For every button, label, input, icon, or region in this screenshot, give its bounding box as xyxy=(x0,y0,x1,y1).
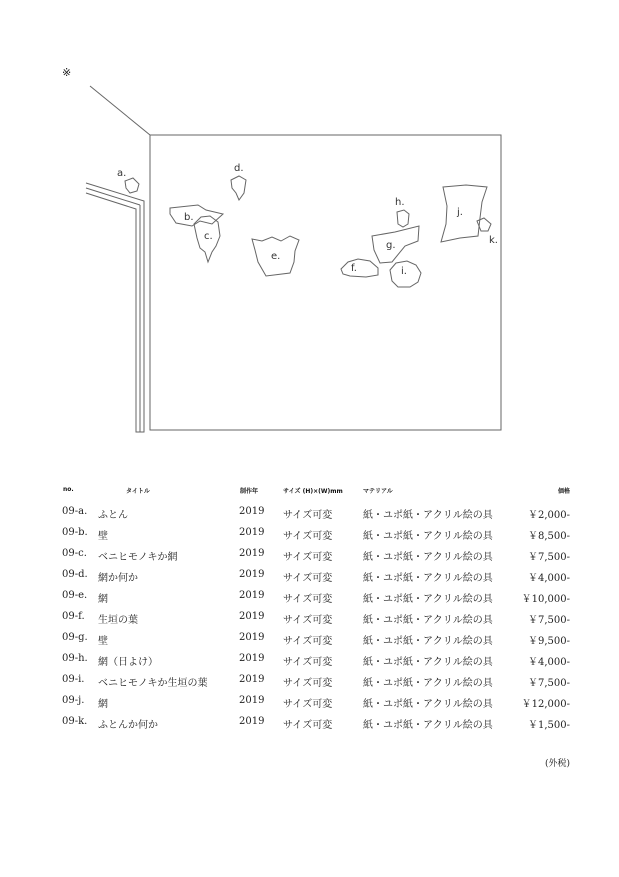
cell-year: 2019 xyxy=(239,590,265,601)
table-row xyxy=(0,611,619,631)
cell-material: 紙・ユポ紙・アクリル絵の具 xyxy=(363,678,493,689)
cell-price: ￥7,500- xyxy=(527,615,570,626)
cell-size: サイズ可変 xyxy=(283,699,333,710)
ceiling-edge xyxy=(90,86,150,135)
header-no: no. xyxy=(63,486,74,493)
cell-material: 紙・ユポ紙・アクリル絵の具 xyxy=(363,552,493,563)
cell-material: 紙・ユポ紙・アクリル絵の具 xyxy=(363,531,493,542)
piece-label-f: f. xyxy=(351,263,357,274)
piece-j xyxy=(441,185,487,242)
header-price: 価格 xyxy=(557,488,570,495)
cell-price: ￥7,500- xyxy=(527,552,570,563)
cell-price: ￥9,500- xyxy=(527,636,570,647)
doorway xyxy=(86,183,144,432)
cell-material: 紙・ユポ紙・アクリル絵の具 xyxy=(363,636,493,647)
cell-size: サイズ可変 xyxy=(283,720,333,731)
wall-outline xyxy=(150,135,501,430)
tax-note: (外税) xyxy=(544,759,570,769)
piece-b xyxy=(170,205,223,226)
cell-no: 09-c. xyxy=(62,548,87,559)
cell-title: ふとんか何か xyxy=(98,720,158,731)
cell-year: 2019 xyxy=(239,548,265,559)
cell-no: 09-a. xyxy=(62,506,88,517)
table-row xyxy=(0,653,619,673)
piece-label-b: b. xyxy=(184,212,194,223)
piece-label-e: e. xyxy=(271,251,281,262)
cell-title: ふとん xyxy=(98,510,128,521)
cell-year: 2019 xyxy=(239,527,265,538)
cell-title: 網 xyxy=(98,699,108,710)
piece-label-j: j. xyxy=(457,207,463,218)
cell-size: サイズ可変 xyxy=(283,657,333,668)
piece-f xyxy=(341,259,378,277)
cell-year: 2019 xyxy=(239,506,265,517)
cell-size: サイズ可変 xyxy=(283,615,333,626)
cell-no: 09-g. xyxy=(62,632,88,643)
piece-d xyxy=(231,176,246,200)
cell-no: 09-j. xyxy=(62,695,85,706)
cell-year: 2019 xyxy=(239,653,265,664)
cell-no: 09-e. xyxy=(62,590,88,601)
cell-no: 09-k. xyxy=(62,716,88,727)
cell-size: サイズ可変 xyxy=(283,531,333,542)
table-row xyxy=(0,527,619,547)
piece-h xyxy=(397,210,409,227)
cell-size: サイズ可変 xyxy=(283,678,333,689)
cell-year: 2019 xyxy=(239,632,265,643)
cell-price: ￥4,000- xyxy=(527,657,570,668)
cell-price: ￥8,500- xyxy=(527,531,570,542)
cell-material: 紙・ユポ紙・アクリル絵の具 xyxy=(363,657,493,668)
cell-year: 2019 xyxy=(239,611,265,622)
cell-title: 網 xyxy=(98,594,108,605)
table-row xyxy=(0,569,619,589)
cell-no: 09-f. xyxy=(62,611,85,622)
cell-no: 09-i. xyxy=(62,674,85,685)
table-row xyxy=(0,590,619,610)
cell-year: 2019 xyxy=(239,674,265,685)
cell-material: 紙・ユポ紙・アクリル絵の具 xyxy=(363,573,493,584)
table-row xyxy=(0,632,619,652)
cell-price: ￥10,000- xyxy=(521,594,570,605)
cell-no: 09-d. xyxy=(62,569,88,580)
cell-material: 紙・ユポ紙・アクリル絵の具 xyxy=(363,699,493,710)
table-row xyxy=(0,674,619,694)
cell-title: 網（日よけ） xyxy=(98,657,158,668)
cell-title: ベニヒモノキか生垣の葉 xyxy=(98,678,208,689)
cell-year: 2019 xyxy=(239,569,265,580)
table-row xyxy=(0,506,619,526)
cell-title: 生垣の葉 xyxy=(98,615,138,626)
cell-title: ベニヒモノキか網 xyxy=(98,552,178,563)
piece-a xyxy=(125,178,139,193)
cell-material: 紙・ユポ紙・アクリル絵の具 xyxy=(363,594,493,605)
cell-no: 09-b. xyxy=(62,527,88,538)
cell-title: 壁 xyxy=(98,531,108,542)
cell-size: サイズ可変 xyxy=(283,552,333,563)
cell-material: 紙・ユポ紙・アクリル絵の具 xyxy=(363,510,493,521)
table-row xyxy=(0,695,619,715)
table-row xyxy=(0,716,619,736)
cell-size: サイズ可変 xyxy=(283,636,333,647)
cell-price: ￥2,000- xyxy=(527,510,570,521)
note-mark: ※ xyxy=(62,66,72,79)
cell-size: サイズ可変 xyxy=(283,573,333,584)
cell-year: 2019 xyxy=(239,695,265,706)
cell-material: 紙・ユポ紙・アクリル絵の具 xyxy=(363,720,493,731)
cell-price: ￥4,000- xyxy=(527,573,570,584)
cell-price: ￥7,500- xyxy=(527,678,570,689)
header-size: サイズ (H)×(W)mm xyxy=(283,488,343,495)
piece-label-h: h. xyxy=(395,197,405,208)
cell-price: ￥1,500- xyxy=(527,720,570,731)
cell-size: サイズ可変 xyxy=(283,594,333,605)
cell-year: 2019 xyxy=(239,716,265,727)
piece-label-i: i. xyxy=(401,266,407,277)
piece-label-d: d. xyxy=(234,163,244,174)
piece-label-k: k. xyxy=(489,235,498,246)
cell-title: 網か何か xyxy=(98,573,138,584)
table-row xyxy=(0,548,619,568)
cell-size: サイズ可変 xyxy=(283,510,333,521)
header-year: 制作年 xyxy=(240,488,259,495)
piece-label-g: g. xyxy=(386,240,396,251)
cell-no: 09-h. xyxy=(62,653,88,664)
piece-label-a: a. xyxy=(117,168,127,179)
header-title: タイトル xyxy=(126,488,150,495)
piece-label-c: c. xyxy=(204,231,213,242)
header-material: マテリアル xyxy=(363,488,393,495)
cell-material: 紙・ユポ紙・アクリル絵の具 xyxy=(363,615,493,626)
cell-price: ￥12,000- xyxy=(521,699,570,710)
cell-title: 壁 xyxy=(98,636,108,647)
